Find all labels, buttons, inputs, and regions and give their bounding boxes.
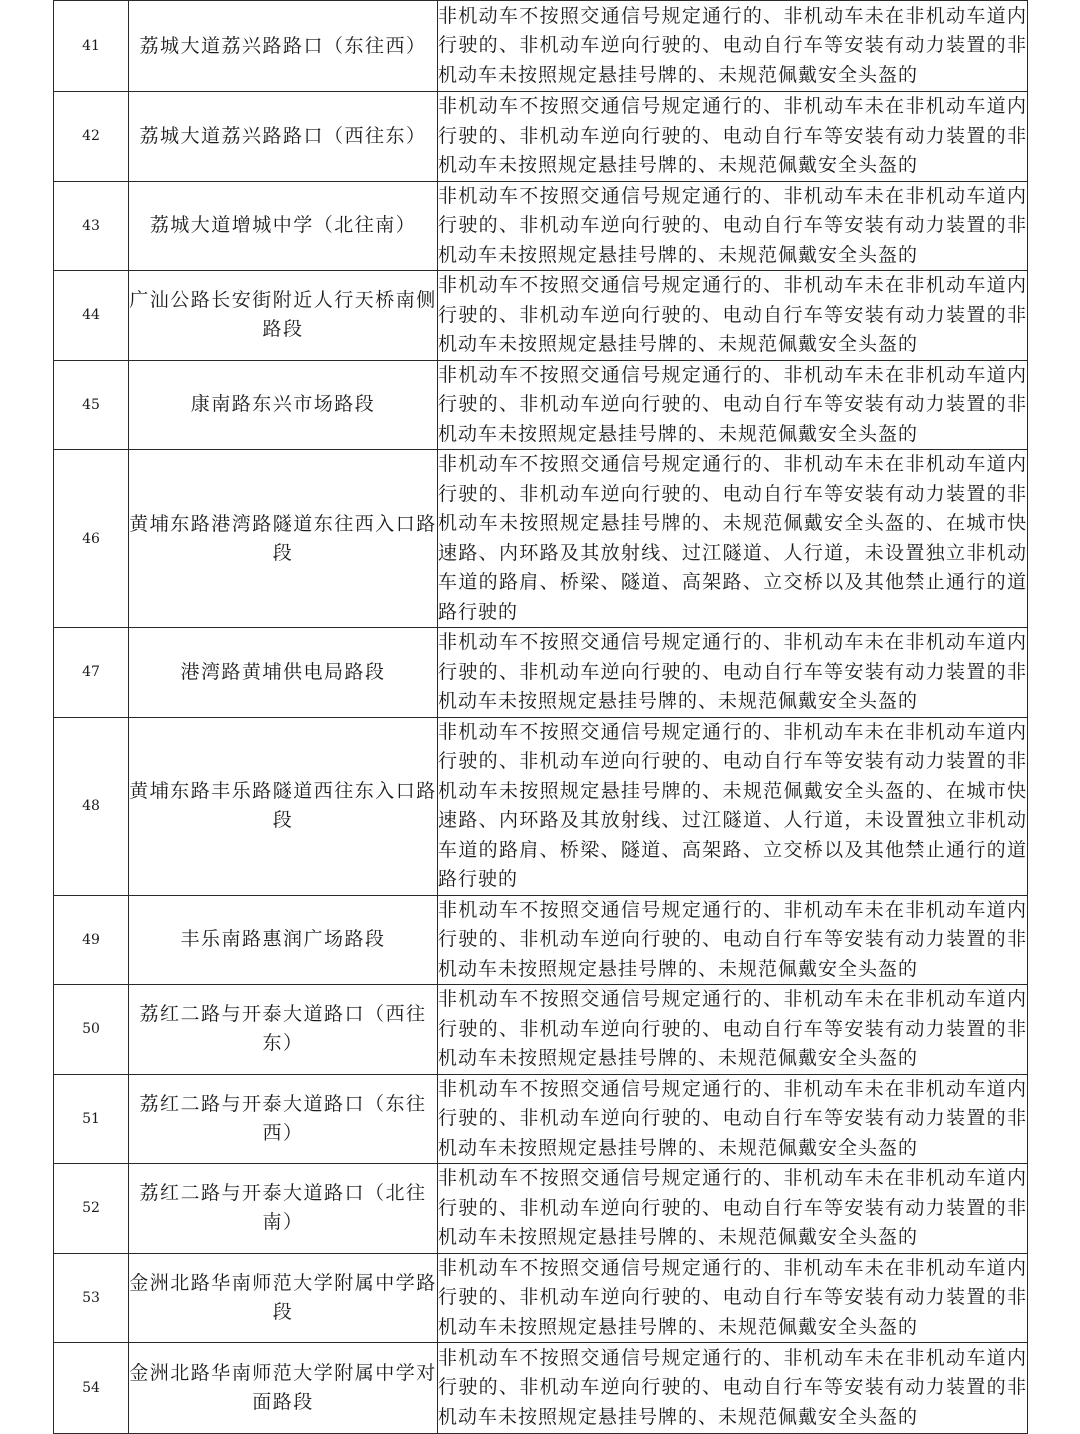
location-cell: 荔城大道荔兴路路口（东往西）: [129, 1, 438, 92]
row-number: 42: [54, 92, 129, 182]
row-number: 48: [54, 717, 129, 895]
violation-description: 非机动车不按照交通信号规定通行的、非机动车未在非机动车道内行驶的、非机动车逆向行驶的、电动自行车等安装有动力装置的非机动车未按照规定悬挂号牌的、未规范佩戴安全头盔的: [438, 1253, 1028, 1343]
row-number: 50: [54, 985, 129, 1075]
violation-description: 非机动车不按照交通信号规定通行的、非机动车未在非机动车道内行驶的、非机动车逆向行驶的、电动自行车等安装有动力装置的非机动车未按照规定悬挂号牌的、未规范佩戴安全头盔的: [438, 271, 1028, 361]
violation-description: 非机动车不按照交通信号规定通行的、非机动车未在非机动车道内行驶的、非机动车逆向行驶的、电动自行车等安装有动力装置的非机动车未按照规定悬挂号牌的、未规范佩戴安全头盔的: [438, 1164, 1028, 1254]
row-number: 51: [54, 1074, 129, 1164]
location-cell: 港湾路黄埔供电局路段: [129, 628, 438, 718]
location-cell: 黄埔东路丰乐路隧道西往东入口路段: [129, 717, 438, 895]
row-number: 41: [54, 1, 129, 92]
table-row: [54, 271, 1028, 361]
row-number: 47: [54, 628, 129, 718]
location-cell: 康南路东兴市场路段: [129, 360, 438, 450]
violation-description: 非机动车不按照交通信号规定通行的、非机动车未在非机动车道内行驶的、非机动车逆向行驶的、电动自行车等安装有动力装置的非机动车未按照规定悬挂号牌的、未规范佩戴安全头盔的: [438, 92, 1028, 182]
location-cell: 丰乐南路惠润广场路段: [129, 895, 438, 985]
table-row: [54, 628, 1028, 718]
location-cell: 荔红二路与开泰大道路口（东往西）: [129, 1074, 438, 1164]
violation-description: 非机动车不按照交通信号规定通行的、非机动车未在非机动车道内行驶的、非机动车逆向行驶的、电动自行车等安装有动力装置的非机动车未按照规定悬挂号牌的、未规范佩戴安全头盔的: [438, 360, 1028, 450]
violation-description: 非机动车不按照交通信号规定通行的、非机动车未在非机动车道内行驶的、非机动车逆向行驶的、电动自行车等安装有动力装置的非机动车未按照规定悬挂号牌的、未规范佩戴安全头盔的、在城市快速路、内环路及其放射线、过江隧道、人行道，未设置独立非机动车道的路肩、桥梁、隧道、高架路、立交桥以及其他禁止通行的道路行驶的: [438, 450, 1028, 628]
table-row: [54, 1074, 1028, 1164]
row-number: 49: [54, 895, 129, 985]
location-cell: 荔城大道增城中学（北往南）: [129, 181, 438, 271]
row-number: 53: [54, 1253, 129, 1343]
violation-description: 非机动车不按照交通信号规定通行的、非机动车未在非机动车道内行驶的、非机动车逆向行驶的、电动自行车等安装有动力装置的非机动车未按照规定悬挂号牌的、未规范佩戴安全头盔的: [438, 1, 1028, 92]
row-number: 46: [54, 450, 129, 628]
location-cell: 金洲北路华南师范大学附属中学对面路段: [129, 1343, 438, 1434]
table-row: [54, 717, 1028, 895]
location-cell: 荔红二路与开泰大道路口（西往东）: [129, 985, 438, 1075]
table-row: [54, 181, 1028, 271]
row-number: 43: [54, 181, 129, 271]
table-row: [54, 1253, 1028, 1343]
violation-description: 非机动车不按照交通信号规定通行的、非机动车未在非机动车道内行驶的、非机动车逆向行驶的、电动自行车等安装有动力装置的非机动车未按照规定悬挂号牌的、未规范佩戴安全头盔的: [438, 1343, 1028, 1434]
violation-description: 非机动车不按照交通信号规定通行的、非机动车未在非机动车道内行驶的、非机动车逆向行驶的、电动自行车等安装有动力装置的非机动车未按照规定悬挂号牌的、未规范佩戴安全头盔的、在城市快速路、内环路及其放射线、过江隧道、人行道，未设置独立非机动车道的路肩、桥梁、隧道、高架路、立交桥以及其他禁止通行的道路行驶的: [438, 717, 1028, 895]
violation-description: 非机动车不按照交通信号规定通行的、非机动车未在非机动车道内行驶的、非机动车逆向行驶的、电动自行车等安装有动力装置的非机动车未按照规定悬挂号牌的、未规范佩戴安全头盔的: [438, 628, 1028, 718]
row-number: 54: [54, 1343, 129, 1434]
table-row: [54, 895, 1028, 985]
row-number: 44: [54, 271, 129, 361]
table-row: [54, 1343, 1028, 1434]
location-cell: 金洲北路华南师范大学附属中学路段: [129, 1253, 438, 1343]
location-cell: 荔城大道荔兴路路口（西往东）: [129, 92, 438, 182]
table-row: [54, 1, 1028, 92]
enforcement-location-table: [53, 0, 1028, 1434]
table-row: [54, 1164, 1028, 1254]
table-row: [54, 360, 1028, 450]
violation-description: 非机动车不按照交通信号规定通行的、非机动车未在非机动车道内行驶的、非机动车逆向行驶的、电动自行车等安装有动力装置的非机动车未按照规定悬挂号牌的、未规范佩戴安全头盔的: [438, 985, 1028, 1075]
location-cell: 黄埔东路港湾路隧道东往西入口路段: [129, 450, 438, 628]
table-row: [54, 450, 1028, 628]
violation-description: 非机动车不按照交通信号规定通行的、非机动车未在非机动车道内行驶的、非机动车逆向行驶的、电动自行车等安装有动力装置的非机动车未按照规定悬挂号牌的、未规范佩戴安全头盔的: [438, 895, 1028, 985]
table-row: [54, 985, 1028, 1075]
row-number: 52: [54, 1164, 129, 1254]
table-row: [54, 92, 1028, 182]
location-cell: 广汕公路长安街附近人行天桥南侧路段: [129, 271, 438, 361]
row-number: 45: [54, 360, 129, 450]
violation-description: 非机动车不按照交通信号规定通行的、非机动车未在非机动车道内行驶的、非机动车逆向行驶的、电动自行车等安装有动力装置的非机动车未按照规定悬挂号牌的、未规范佩戴安全头盔的: [438, 1074, 1028, 1164]
violation-description: 非机动车不按照交通信号规定通行的、非机动车未在非机动车道内行驶的、非机动车逆向行驶的、电动自行车等安装有动力装置的非机动车未按照规定悬挂号牌的、未规范佩戴安全头盔的: [438, 181, 1028, 271]
location-cell: 荔红二路与开泰大道路口（北往南）: [129, 1164, 438, 1254]
